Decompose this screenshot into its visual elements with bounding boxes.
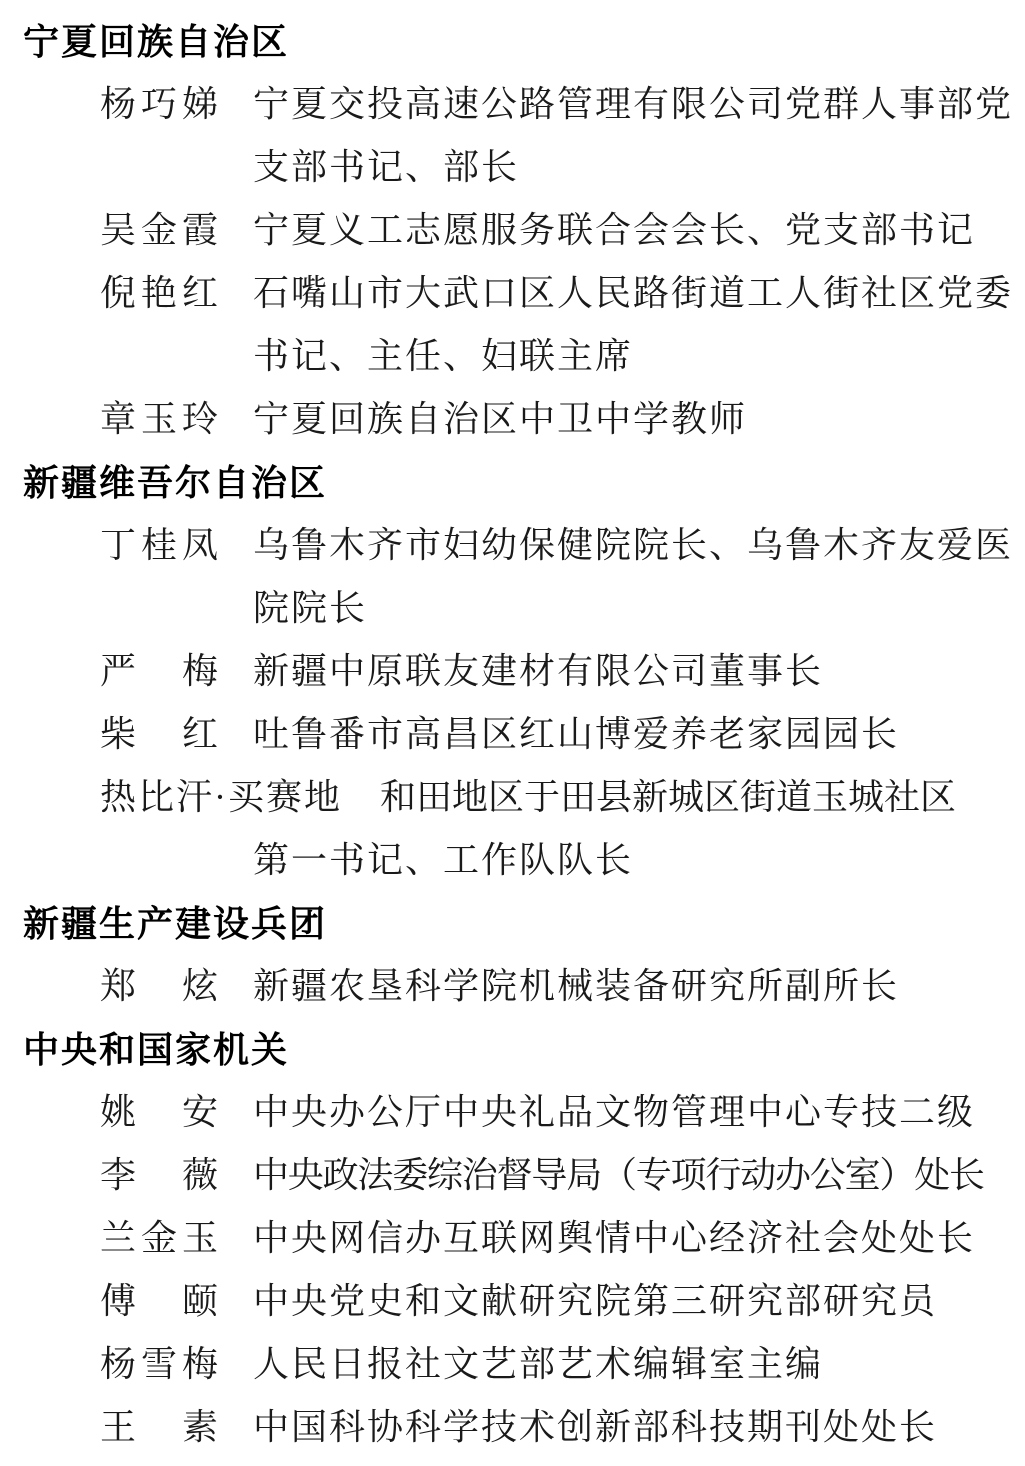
honoree-name: 丁桂凤: [100, 525, 224, 565]
honoree-title: 和田地区于田县新城区街道玉城社区: [380, 777, 957, 817]
honoree-entry: [0, 1081, 1025, 1144]
honoree-entry: [0, 514, 1025, 640]
honoree-entry: [0, 1270, 1025, 1333]
honoree-entry: [0, 955, 1025, 1018]
honoree-name: 郑 炫: [100, 966, 224, 1006]
honoree-entry: [0, 1333, 1025, 1396]
region-section-xinjiang: [0, 451, 1025, 892]
honoree-title: 宁夏义工志愿服务联合会会长、党支部书记: [253, 210, 976, 250]
honoree-name: 兰金玉: [100, 1218, 224, 1258]
honoree-title-continuation: 支部书记、部长: [253, 147, 520, 187]
honoree-name: 姚 安: [100, 1092, 224, 1132]
honoree-name: 傅 颐: [100, 1281, 224, 1321]
honoree-title-continuation: 院院长: [253, 588, 368, 628]
honoree-title: 新疆中原联友建材有限公司董事长: [253, 651, 824, 691]
honoree-name: 章玉玲: [100, 399, 224, 439]
honoree-title: 中央网信办互联网舆情中心经济社会处处长: [253, 1218, 976, 1258]
honoree-entry: [0, 1207, 1025, 1270]
honoree-name: 热比汗·买赛地: [100, 777, 342, 817]
honoree-entry: [0, 388, 1025, 451]
region-section-bingtuan: [0, 892, 1025, 1018]
honoree-name: 倪艳红: [100, 273, 224, 313]
honoree-entry: [0, 73, 1025, 199]
region-header: 新疆维吾尔自治区: [23, 462, 328, 503]
honoree-name: 吴金霞: [100, 210, 224, 250]
honoree-title: 人民日报社文艺部艺术编辑室主编: [253, 1344, 824, 1384]
honoree-title: 中央党史和文献研究院第三研究部研究员: [253, 1281, 938, 1321]
honoree-name: 李 薇: [100, 1155, 224, 1195]
honoree-name: 杨雪梅: [100, 1344, 224, 1384]
honoree-title-continuation: 书记、主任、妇联主席: [253, 336, 634, 376]
honoree-entry: [0, 640, 1025, 703]
honoree-title-continuation: 第一书记、工作队队长: [253, 840, 634, 880]
region-section-central: [0, 1018, 1025, 1459]
honoree-name: 王 素: [100, 1407, 224, 1447]
honoree-entry: [0, 1396, 1025, 1459]
honoree-name: 柴 红: [100, 714, 224, 754]
honoree-entry: [0, 262, 1025, 388]
honoree-entry: [0, 703, 1025, 766]
honoree-title: 新疆农垦科学院机械装备研究所副所长: [253, 966, 900, 1006]
honoree-title: 乌鲁木齐市妇幼保健院院长、乌鲁木齐友爱医: [253, 525, 1014, 565]
honoree-name: 严 梅: [100, 651, 224, 691]
honoree-name: 杨巧娣: [100, 84, 224, 124]
honoree-title: 中央办公厅中央礼品文物管理中心专技二级: [253, 1092, 976, 1132]
honoree-title: 石嘴山市大武口区人民路街道工人街社区党委: [253, 273, 1014, 313]
honoree-entry: [0, 1144, 1025, 1207]
region-section-ningxia: [0, 10, 1025, 451]
honoree-title: 中国科协科学技术创新部科技期刊处处长: [253, 1407, 938, 1447]
honoree-title: 宁夏交投高速公路管理有限公司党群人事部党: [253, 84, 1014, 124]
honoree-title: 中央政法委综治督导局（专项行动办公室）处长: [253, 1155, 984, 1195]
region-header: 新疆生产建设兵团: [23, 903, 328, 944]
honoree-title: 宁夏回族自治区中卫中学教师: [253, 399, 748, 439]
region-header: 宁夏回族自治区: [23, 21, 290, 62]
honoree-title: 吐鲁番市高昌区红山博爱养老家园园长: [253, 714, 900, 754]
honoree-entry: [0, 199, 1025, 262]
region-header: 中央和国家机关: [23, 1029, 290, 1070]
honoree-entry-long-name: [0, 766, 1025, 892]
